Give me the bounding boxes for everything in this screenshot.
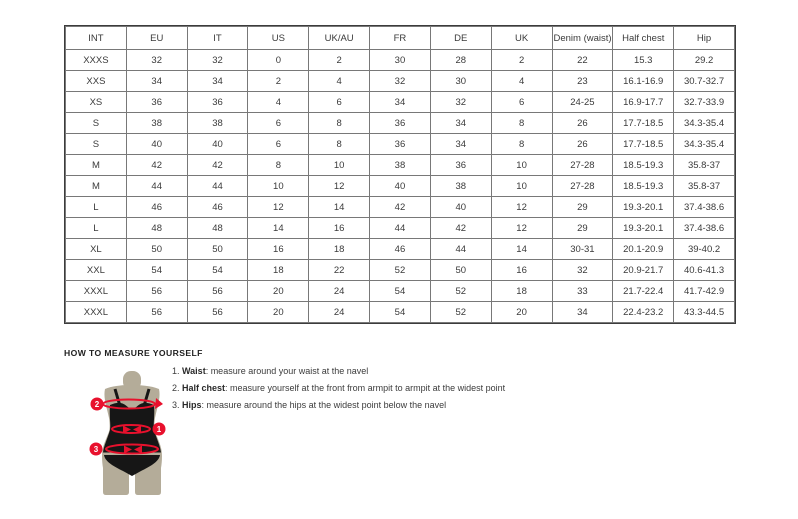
size-cell: 16	[491, 260, 552, 281]
column-header: Denim (waist)	[552, 27, 613, 50]
size-cell: 32	[430, 92, 491, 113]
size-cell: 56	[187, 281, 248, 302]
waist-badge	[153, 423, 166, 436]
size-cell: M	[66, 176, 127, 197]
size-cell: 16.1-16.9	[613, 71, 674, 92]
size-cell: 52	[430, 281, 491, 302]
size-cell: 12	[491, 218, 552, 239]
size-cell: 35.8-37	[674, 155, 735, 176]
size-cell: 16	[248, 239, 309, 260]
size-cell: 32	[126, 50, 187, 71]
size-cell: 46	[370, 239, 431, 260]
size-cell: 34	[552, 302, 613, 323]
size-row	[66, 239, 735, 260]
chest-badge	[91, 398, 104, 411]
size-cell: 32	[187, 50, 248, 71]
measure-step	[172, 366, 732, 376]
size-cell: 37.4-38.6	[674, 197, 735, 218]
step-term: Hips	[182, 400, 202, 410]
size-cell: 30-31	[552, 239, 613, 260]
size-row	[66, 218, 735, 239]
column-header: US	[248, 27, 309, 50]
column-header: FR	[370, 27, 431, 50]
size-row	[66, 71, 735, 92]
size-cell: 36	[370, 113, 431, 134]
size-cell: 54	[126, 260, 187, 281]
size-cell: 30	[370, 50, 431, 71]
size-cell: S	[66, 113, 127, 134]
column-header: EU	[126, 27, 187, 50]
size-cell: S	[66, 134, 127, 155]
size-cell: 33	[552, 281, 613, 302]
size-cell: 50	[430, 260, 491, 281]
size-cell: 38	[187, 113, 248, 134]
size-cell: XXS	[66, 71, 127, 92]
size-cell: 18	[309, 239, 370, 260]
step-text: : measure around the hips at the widest point below the navel	[201, 400, 447, 410]
step-term: Half chest	[182, 383, 226, 393]
size-cell: 4	[491, 71, 552, 92]
size-cell: 16.9-17.7	[613, 92, 674, 113]
size-cell: 6	[248, 113, 309, 134]
size-cell: 26	[552, 134, 613, 155]
size-cell: 40	[187, 134, 248, 155]
size-cell: 24	[309, 302, 370, 323]
size-cell: 8	[491, 134, 552, 155]
measure-guide-title: HOW TO MEASURE YOURSELF	[64, 348, 203, 358]
size-cell: 30.7-32.7	[674, 71, 735, 92]
size-row	[66, 176, 735, 197]
column-header: UK/AU	[309, 27, 370, 50]
measure-step	[172, 400, 732, 410]
size-cell: 40.6-41.3	[674, 260, 735, 281]
size-cell: 20	[491, 302, 552, 323]
size-cell: 36	[187, 92, 248, 113]
size-cell: 2	[491, 50, 552, 71]
size-cell: 8	[309, 113, 370, 134]
hips-badge	[90, 443, 103, 456]
size-cell: 34	[187, 71, 248, 92]
size-cell: 40	[126, 134, 187, 155]
size-cell: 29.2	[674, 50, 735, 71]
size-cell: 46	[187, 197, 248, 218]
size-cell: 15.3	[613, 50, 674, 71]
size-cell: M	[66, 155, 127, 176]
size-cell: 2	[309, 50, 370, 71]
size-cell: 14	[309, 197, 370, 218]
size-cell: 29	[552, 197, 613, 218]
step-number: 2.	[172, 383, 183, 393]
size-cell: 6	[309, 92, 370, 113]
step-number: 1.	[172, 366, 183, 376]
column-header: INT	[66, 27, 127, 50]
size-cell: 14	[248, 218, 309, 239]
size-row	[66, 281, 735, 302]
size-cell: L	[66, 197, 127, 218]
size-cell: 12	[309, 176, 370, 197]
size-cell: 20	[248, 281, 309, 302]
svg-text:1: 1	[156, 425, 162, 434]
size-cell: 54	[370, 302, 431, 323]
size-cell: 52	[430, 302, 491, 323]
size-cell: 30	[430, 71, 491, 92]
size-cell: 34	[126, 71, 187, 92]
size-cell: 8	[491, 113, 552, 134]
size-cell: 14	[491, 239, 552, 260]
size-cell: 56	[126, 281, 187, 302]
step-term: Waist	[182, 366, 206, 376]
size-cell: 42	[126, 155, 187, 176]
column-header: DE	[430, 27, 491, 50]
size-cell: 38	[430, 176, 491, 197]
size-row	[66, 134, 735, 155]
size-cell: 54	[187, 260, 248, 281]
size-cell: L	[66, 218, 127, 239]
size-cell: 48	[187, 218, 248, 239]
size-table-head-row	[66, 27, 735, 50]
size-cell: 8	[248, 155, 309, 176]
size-cell: 17.7-18.5	[613, 113, 674, 134]
size-cell: 52	[370, 260, 431, 281]
size-cell: 34.3-35.4	[674, 134, 735, 155]
size-cell: 40	[370, 176, 431, 197]
size-cell: 20.9-21.7	[613, 260, 674, 281]
size-cell: 56	[187, 302, 248, 323]
size-cell: 36	[126, 92, 187, 113]
size-row	[66, 197, 735, 218]
measure-steps	[172, 366, 732, 417]
size-cell: 18	[491, 281, 552, 302]
size-cell: 34	[370, 92, 431, 113]
size-cell: 37.4-38.6	[674, 218, 735, 239]
size-cell: 10	[309, 155, 370, 176]
size-cell: 6	[491, 92, 552, 113]
size-cell: 40	[430, 197, 491, 218]
size-cell: 44	[126, 176, 187, 197]
svg-text:2: 2	[94, 400, 100, 409]
size-cell: 22.4-23.2	[613, 302, 674, 323]
size-cell: 35.8-37	[674, 176, 735, 197]
size-row	[66, 92, 735, 113]
size-cell: 39-40.2	[674, 239, 735, 260]
column-header: Hip	[674, 27, 735, 50]
size-cell: 4	[309, 71, 370, 92]
size-cell: 42	[430, 218, 491, 239]
svg-text:3: 3	[93, 445, 99, 454]
size-cell: 18.5-19.3	[613, 176, 674, 197]
size-cell: XXXL	[66, 302, 127, 323]
size-cell: 0	[248, 50, 309, 71]
size-cell: 44	[370, 218, 431, 239]
step-number: 3.	[172, 400, 183, 410]
size-cell: 32.7-33.9	[674, 92, 735, 113]
size-table-body	[66, 50, 735, 323]
size-cell: XXXL	[66, 281, 127, 302]
size-cell: 18.5-19.3	[613, 155, 674, 176]
size-cell: 4	[248, 92, 309, 113]
measure-step	[172, 383, 732, 393]
column-header: UK	[491, 27, 552, 50]
size-cell: 6	[248, 134, 309, 155]
size-cell: 10	[491, 155, 552, 176]
size-cell: 36	[370, 134, 431, 155]
size-cell: 27-28	[552, 155, 613, 176]
step-text: : measure yourself at the front from armpit to armpit at the widest point	[225, 383, 506, 393]
size-cell: XS	[66, 92, 127, 113]
size-cell: 10	[491, 176, 552, 197]
size-cell: 34	[430, 113, 491, 134]
size-cell: 23	[552, 71, 613, 92]
size-cell: 29	[552, 218, 613, 239]
size-cell: 36	[430, 155, 491, 176]
size-table	[65, 26, 735, 323]
step-text: : measure around your waist at the navel	[205, 366, 369, 376]
size-table-container	[64, 25, 736, 324]
size-cell: 32	[552, 260, 613, 281]
size-cell: 19.3-20.1	[613, 218, 674, 239]
size-cell: 43.3-44.5	[674, 302, 735, 323]
size-cell: 38	[370, 155, 431, 176]
size-cell: 20	[248, 302, 309, 323]
size-cell: 44	[430, 239, 491, 260]
size-cell: 38	[126, 113, 187, 134]
size-cell: 24	[309, 281, 370, 302]
size-cell: 20.1-20.9	[613, 239, 674, 260]
size-cell: XXL	[66, 260, 127, 281]
size-cell: 18	[248, 260, 309, 281]
size-cell: 54	[370, 281, 431, 302]
size-cell: 21.7-22.4	[613, 281, 674, 302]
size-cell: 17.7-18.5	[613, 134, 674, 155]
size-cell: 10	[248, 176, 309, 197]
size-cell: 41.7-42.9	[674, 281, 735, 302]
size-cell: 22	[552, 50, 613, 71]
size-cell: 34	[430, 134, 491, 155]
size-cell: 32	[370, 71, 431, 92]
size-cell: XL	[66, 239, 127, 260]
size-cell: 16	[309, 218, 370, 239]
size-cell: 28	[430, 50, 491, 71]
size-cell: 34.3-35.4	[674, 113, 735, 134]
size-cell: XXXS	[66, 50, 127, 71]
size-cell: 46	[126, 197, 187, 218]
size-cell: 56	[126, 302, 187, 323]
size-cell: 24-25	[552, 92, 613, 113]
size-cell: 12	[248, 197, 309, 218]
size-cell: 27-28	[552, 176, 613, 197]
size-cell: 22	[309, 260, 370, 281]
size-cell: 50	[187, 239, 248, 260]
size-row	[66, 113, 735, 134]
size-cell: 44	[187, 176, 248, 197]
size-cell: 42	[187, 155, 248, 176]
size-cell: 2	[248, 71, 309, 92]
size-cell: 26	[552, 113, 613, 134]
size-cell: 8	[309, 134, 370, 155]
column-header: IT	[187, 27, 248, 50]
size-cell: 42	[370, 197, 431, 218]
size-cell: 48	[126, 218, 187, 239]
size-cell: 50	[126, 239, 187, 260]
size-row	[66, 302, 735, 323]
size-row	[66, 260, 735, 281]
size-row	[66, 155, 735, 176]
size-row	[66, 50, 735, 71]
column-header: Half chest	[613, 27, 674, 50]
size-cell: 12	[491, 197, 552, 218]
size-cell: 19.3-20.1	[613, 197, 674, 218]
